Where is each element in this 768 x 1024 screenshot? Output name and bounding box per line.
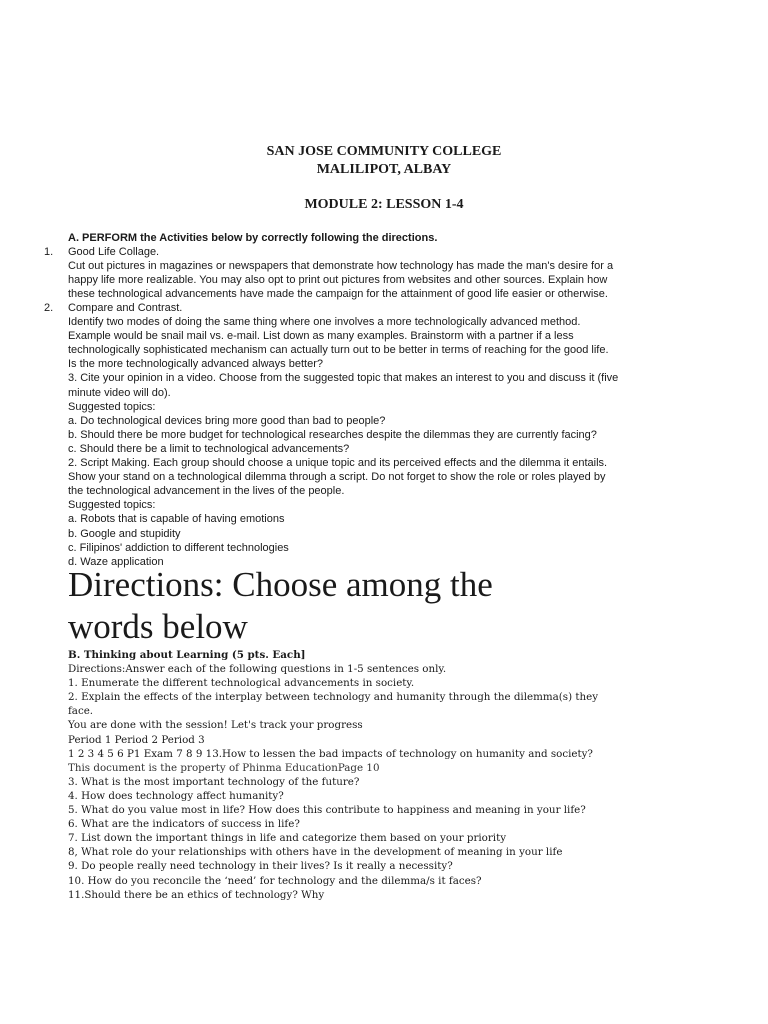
text-line: c. Should there be a limit to technological advancements? (68, 442, 350, 455)
text-line: 11.Should there be an ethics of technology? Why (68, 888, 325, 901)
text-line: a. Robots that is capable of having emotions (68, 513, 285, 526)
text-line: 3. What is the most important technology of the future? (68, 775, 360, 788)
text-line: 1 2 3 4 5 6 P1 Exam 7 8 9 13.How to lessen the bad impacts of technology on humanity and society? (68, 747, 593, 760)
text-line: Example would be snail mail vs. e-mail. List down as many examples. Brainstorm with a partner if a less (68, 330, 574, 343)
directions-heading-line-1: Directions: Choose among the (68, 565, 493, 604)
directions-heading-line-2: words below (68, 607, 248, 646)
text-line: Period 1 Period 2 Period 3 (68, 733, 205, 746)
text-line: d. Waze application (68, 555, 164, 568)
text-line: face. (68, 705, 94, 718)
text-line: Identify two modes of doing the same thing where one involves a more technologically advanced method. (68, 316, 581, 329)
college-location: MALILIPOT, ALBAY (316, 162, 452, 177)
text-line: these technological advancements have made the campaign for the attainment of good life easier or otherwise. (68, 288, 608, 301)
text-line: Compare and Contrast. (68, 302, 183, 314)
directions-heading (68, 564, 708, 648)
text-line: technologically sophisticated mechanism can actually turn out to be better in terms of reaching for the good life. (68, 344, 609, 357)
text-line: Show your stand on a technological dilemma through a script. Do not forget to show the role or roles played by (68, 471, 606, 484)
college-name: SAN JOSE COMMUNITY COLLEGE (266, 144, 502, 159)
item-2-text (68, 301, 708, 569)
text-line: 8, What role do your relationships with others have in the development of meaning in your life (68, 846, 563, 859)
text-line: 2. Script Making. Each group should choose a unique topic and its perceived effects and the dilemma it entails. (68, 457, 608, 470)
text-line: 10. How do you reconcile the ‘need’ for technology and the dilemma/s it faces? (68, 874, 482, 887)
text-line: 6. What are the indicators of success in life? (68, 818, 300, 831)
text-line: happy life more realizable. You may also opt to print out pictures from websites and other sources. Explain how (68, 274, 608, 287)
item-1-number: 1. (44, 246, 54, 258)
text-line: 3. Cite your opinion in a video. Choose from the suggested topic that makes an interest to you and discuss it (five (68, 372, 619, 385)
text-line: minute video will do). (68, 386, 171, 399)
text-line: You are done with the session! Let's track your progress (68, 719, 363, 732)
section-a-title: A. PERFORM the Activities below by correctly following the directions. (68, 232, 438, 244)
item-1-text (68, 245, 708, 301)
text-line: a. Do technological devices bring more good than bad to people? (68, 414, 386, 427)
footer-property-line: This document is the property of Phinma EducationPage 10 (68, 761, 380, 774)
module-title: MODULE 2: LESSON 1-4 (304, 197, 464, 212)
text-line: 7. List down the important things in life and categorize them based on your priority (68, 832, 507, 845)
section-b-title: B. Thinking about Learning (5 pts. Each] (68, 649, 306, 661)
text-line: b. Google and stupidity (68, 527, 181, 540)
text-line: c. Filipinos' addiction to different technologies (68, 541, 289, 554)
text-line: 1. Enumerate the different technological advancements in society. (68, 677, 415, 690)
section-b (68, 648, 748, 902)
text-line: Good Life Collage. (68, 246, 160, 258)
text-line: Suggested topics: (68, 400, 156, 413)
text-line: Suggested topics: (68, 499, 156, 512)
text-line: Directions:Answer each of the following questions in 1-5 sentences only. (68, 663, 447, 676)
text-line: Is the more technologically advanced always better? (68, 358, 323, 371)
text-line: b. Should there be more budget for technological researches despite the dilemmas they are currently facing? (68, 428, 597, 441)
text-line: 4. How does technology affect humanity? (68, 789, 284, 802)
text-line: the technological advancement in the lives of the people. (68, 485, 345, 498)
text-line: 2. Explain the effects of the interplay between technology and humanity through the dilemma(s) they (68, 691, 599, 704)
text-line: 5. What do you value most in life? How does this contribute to happiness and meaning in your life? (68, 804, 586, 817)
item-2-number: 2. (44, 302, 54, 314)
text-line: Cut out pictures in magazines or newspapers that demonstrate how technology has made the man's desire for a (68, 260, 614, 273)
text-line: 9. Do people really need technology in their lives? Is it really a necessity? (68, 860, 453, 873)
